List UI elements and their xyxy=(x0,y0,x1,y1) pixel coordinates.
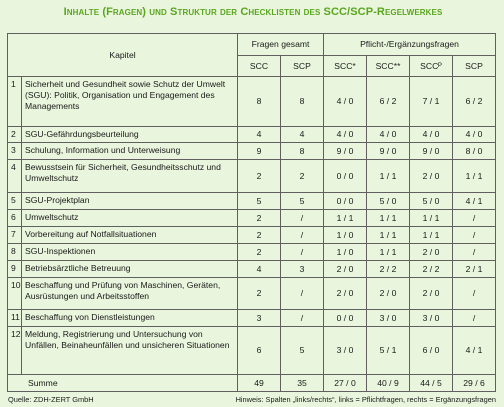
row-value: 5 xyxy=(281,193,324,210)
row-value: 4 / 1 xyxy=(453,327,496,375)
row-value: 9 / 0 xyxy=(410,143,453,160)
row-value: 5 xyxy=(281,327,324,375)
table-row xyxy=(8,244,496,261)
table-row xyxy=(8,143,496,160)
row-value: 2 / 0 xyxy=(410,278,453,310)
row-value: 2 / 1 xyxy=(453,261,496,278)
row-number: 10 xyxy=(8,278,22,310)
row-chapter-text: Schulung, Information und Unterweisung xyxy=(22,143,238,160)
row-value: 2 / 0 xyxy=(410,244,453,261)
row-value: 7 / 1 xyxy=(410,77,453,127)
row-value: 8 / 0 xyxy=(453,143,496,160)
row-value: / xyxy=(453,244,496,261)
table-row xyxy=(8,77,496,127)
source-note: Quelle: ZDH-ZERT GmbH xyxy=(8,395,94,404)
row-number: 9 xyxy=(8,261,22,278)
table-row xyxy=(8,160,496,193)
row-value: 6 xyxy=(238,327,281,375)
row-value: 0 / 0 xyxy=(324,160,367,193)
table-row xyxy=(8,310,496,327)
row-value: 5 xyxy=(238,193,281,210)
header-pflicht-ergaenzung: Pflicht-/Ergänzungsfragen xyxy=(324,34,496,56)
table-row xyxy=(8,210,496,227)
summe-row xyxy=(8,375,496,392)
row-value: 5 / 1 xyxy=(367,327,410,375)
subheader-scc-star: SCC* xyxy=(324,56,367,77)
row-value: 4 xyxy=(238,261,281,278)
row-value: 3 xyxy=(281,261,324,278)
row-chapter-text: SGU-Projektplan xyxy=(22,193,238,210)
row-value: 3 / 0 xyxy=(367,310,410,327)
row-value: 8 xyxy=(238,77,281,127)
row-value: / xyxy=(281,310,324,327)
row-number: 2 xyxy=(8,127,22,143)
table-row xyxy=(8,278,496,310)
row-value: 3 / 0 xyxy=(410,310,453,327)
row-value: 2 xyxy=(238,227,281,244)
row-value: 1 / 1 xyxy=(367,227,410,244)
row-value: 5 / 0 xyxy=(367,193,410,210)
row-value: 2 xyxy=(238,278,281,310)
row-chapter-text: Umweltschutz xyxy=(22,210,238,227)
row-chapter-text: Beschaffung von Dienstleistungen xyxy=(22,310,238,327)
row-value: 2 xyxy=(238,244,281,261)
row-value: 2 xyxy=(238,160,281,193)
subheader-scc-p: SCCᴾ xyxy=(410,56,453,77)
row-value: 2 / 2 xyxy=(410,261,453,278)
row-value: 4 / 0 xyxy=(410,127,453,143)
row-chapter-text: Betriebsärztliche Betreuung xyxy=(22,261,238,278)
summe-value: 44 / 5 xyxy=(410,375,453,392)
table-row xyxy=(8,327,496,375)
row-chapter-text: Vorbereitung auf Notfallsituationen xyxy=(22,227,238,244)
row-value: 1 / 1 xyxy=(324,210,367,227)
row-value: / xyxy=(281,227,324,244)
row-value: / xyxy=(453,278,496,310)
row-value: 2 / 0 xyxy=(367,278,410,310)
row-chapter-text: Beschaffung und Prüfung von Maschinen, Geräten, Ausrüstungen und Arbeitsstoffen xyxy=(22,278,238,310)
row-value: 6 / 0 xyxy=(410,327,453,375)
row-value: 0 / 0 xyxy=(324,310,367,327)
row-value: 1 / 0 xyxy=(324,227,367,244)
row-chapter-text: SGU-Inspektionen xyxy=(22,244,238,261)
row-value: 4 / 0 xyxy=(367,127,410,143)
row-number: 5 xyxy=(8,193,22,210)
row-value: 2 / 0 xyxy=(324,278,367,310)
row-value: 6 / 2 xyxy=(453,77,496,127)
row-value: 9 / 0 xyxy=(324,143,367,160)
row-value: 2 / 2 xyxy=(367,261,410,278)
summe-value: 35 xyxy=(281,375,324,392)
row-value: 1 / 1 xyxy=(410,210,453,227)
row-value: 1 / 1 xyxy=(367,160,410,193)
row-value: 5 / 0 xyxy=(410,193,453,210)
row-value: 3 / 0 xyxy=(324,327,367,375)
row-value: 9 xyxy=(238,143,281,160)
row-value: 6 / 2 xyxy=(367,77,410,127)
row-chapter-text: Meldung, Registrierung und Untersuchung von Unfällen, Beinaheunfällen und unsicheren Situationen xyxy=(22,327,238,375)
row-value: 8 xyxy=(281,143,324,160)
summe-value: 27 / 0 xyxy=(324,375,367,392)
row-number: 8 xyxy=(8,244,22,261)
row-value: 1 / 1 xyxy=(367,244,410,261)
page-title: Inhalte (Fragen) und Struktur der Checklisten des SCC/SCP-Regelwerkes xyxy=(63,6,443,18)
row-number: 3 xyxy=(8,143,22,160)
row-chapter-text: Sicherheit und Gesundheit sowie Schutz der Umwelt (SGU): Politik, Organisation und Engagement des Managements xyxy=(22,77,238,127)
row-value: 9 / 0 xyxy=(367,143,410,160)
row-number: 6 xyxy=(8,210,22,227)
row-value: 1 / 0 xyxy=(324,244,367,261)
row-value: 4 / 1 xyxy=(453,193,496,210)
row-number: 12 xyxy=(8,327,22,375)
row-value: 1 / 1 xyxy=(367,210,410,227)
row-value: / xyxy=(281,244,324,261)
row-value: 0 / 0 xyxy=(324,193,367,210)
row-value: / xyxy=(453,310,496,327)
header-fragen-gesamt: Fragen gesamt xyxy=(238,34,324,56)
row-value: 2 xyxy=(238,210,281,227)
row-value: 3 xyxy=(238,310,281,327)
row-value: / xyxy=(453,210,496,227)
summe-label: Summe xyxy=(8,375,238,392)
row-number: 4 xyxy=(8,160,22,193)
table-row xyxy=(8,127,496,143)
row-number: 7 xyxy=(8,227,22,244)
table-row xyxy=(8,261,496,278)
summe-value: 29 / 6 xyxy=(453,375,496,392)
table-row xyxy=(8,193,496,210)
summe-value: 49 xyxy=(238,375,281,392)
row-value: 2 / 0 xyxy=(324,261,367,278)
subheader-scp: SCP xyxy=(281,56,324,77)
hint-note: Hinweis: Spalten „links/rechts“, links = Pflichtfragen, rechts = Ergänzungsfragen xyxy=(235,395,496,404)
summe-value: 40 / 9 xyxy=(367,375,410,392)
row-value: 8 xyxy=(281,77,324,127)
row-value: / xyxy=(281,210,324,227)
row-number: 1 xyxy=(8,77,22,127)
row-number: 11 xyxy=(8,310,22,327)
checklist-table xyxy=(7,33,496,392)
subheader-scc: SCC xyxy=(238,56,281,77)
row-value: 1 / 1 xyxy=(453,160,496,193)
row-value: 4 / 0 xyxy=(324,77,367,127)
row-value: 2 / 0 xyxy=(410,160,453,193)
row-chapter-text: SGU-Gefährdungsbeurteilung xyxy=(22,127,238,143)
subheader-scc-2star: SCC** xyxy=(367,56,410,77)
row-value: 2 xyxy=(281,160,324,193)
table-row xyxy=(8,227,496,244)
row-value: 4 / 0 xyxy=(453,127,496,143)
row-chapter-text: Bewusstsein für Sicherheit, Gesundheitsschutz und Umweltschutz xyxy=(22,160,238,193)
row-value: 4 xyxy=(281,127,324,143)
row-value: / xyxy=(281,278,324,310)
row-value: 1 / 1 xyxy=(410,227,453,244)
row-value: 4 / 0 xyxy=(324,127,367,143)
row-value: / xyxy=(453,227,496,244)
row-value: 4 xyxy=(238,127,281,143)
header-kapitel: Kapitel xyxy=(8,34,238,77)
subheader-scp-2: SCP xyxy=(453,56,496,77)
